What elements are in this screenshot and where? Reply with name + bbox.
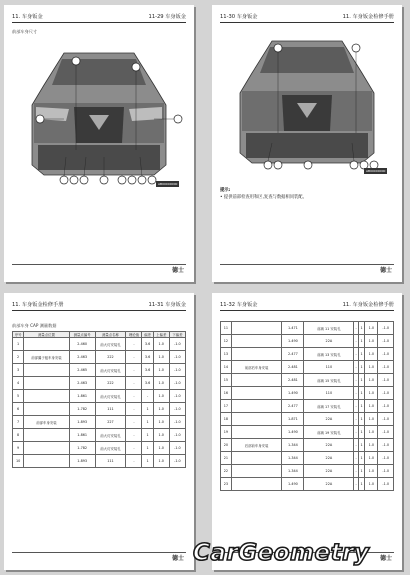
table-cell: 1-861 [69,429,95,442]
header-rule [220,22,394,23]
table-cell: 1-471 [282,322,304,335]
table-cell: 后部前车身安装 [231,439,281,452]
table-cell: -1.0 [169,377,185,390]
table-cell: -1.0 [378,439,394,452]
table-cell: 1 [358,374,364,387]
table-cell: 1.0 [365,478,378,491]
table-cell: 3.6 [142,338,153,351]
table-cell: - [354,335,359,348]
table-cell: -1.0 [169,403,185,416]
table-cell: 1 [142,416,153,429]
table-cell: 6 [13,403,24,416]
table-cell [24,442,69,455]
table-cell: 22A [304,478,354,491]
table-cell [24,403,69,416]
table-cell: 16 [221,387,232,400]
table-cell: 3 [13,364,24,377]
page-header-left: 11. 车身钣金检修手册 [12,302,64,308]
header-rule [220,310,394,311]
table-row [221,361,394,374]
table-cell: 19 [221,426,232,439]
manual-page-1 [4,5,194,282]
table-cell: 1 [358,478,364,491]
table-cell: -1.0 [378,374,394,387]
table-row [221,465,394,478]
table-row [221,426,394,439]
table-cell: 前部车身安装 [24,416,69,429]
table-cell [231,413,281,426]
table-cell: 1.0 [365,335,378,348]
table-cell: 前减 17 安装孔 [304,400,354,413]
table-cell: 前减 15 安装孔 [304,374,354,387]
table-cell: 前部后车身安装 [231,361,281,374]
table-cell: -1.0 [169,390,185,403]
table-cell: 1.0 [365,322,378,335]
table-cell: 21 [221,452,232,465]
table-cell: 3.6 [142,351,153,364]
table-cell: 2-463 [69,377,95,390]
table-cell: 1.0 [153,442,169,455]
table-row [13,390,186,403]
col-header: 偏差 [142,332,153,338]
table-row [221,452,394,465]
table-row [13,377,186,390]
col-header: 上偏差 [153,332,169,338]
table-cell: 1-490 [282,478,304,491]
table-cell: 22A [304,413,354,426]
table-cell: 17 [221,400,232,413]
table-cell: 1.0 [153,403,169,416]
page-header-right: 11. 车身钣金检修手册 [342,302,394,308]
table-row [221,335,394,348]
table-cell: 9 [13,442,24,455]
table-cell: 1-871 [282,413,304,426]
table-cell: 1 [358,335,364,348]
table-cell [24,455,69,468]
table-row [221,478,394,491]
table-cell: - [354,465,359,478]
table-cell: 23 [221,478,232,491]
table-cell [24,390,69,403]
table-row [221,348,394,361]
table-cell: 11 [221,322,232,335]
table-cell: 1 [142,442,153,455]
brand-mark: 德士 [379,555,392,562]
table-cell: 1 [142,403,153,416]
table-cell: 1 [358,387,364,400]
table-cell: -1.0 [169,429,185,442]
table-cell: 1-344 [282,465,304,478]
table-cell: - [126,390,142,403]
table-cell: 2 [13,351,24,364]
col-header: 测量点名称 [95,332,126,338]
table-cell: -1.0 [378,413,394,426]
table-cell: -1.0 [169,338,185,351]
car-front-diagram [14,45,184,190]
table-cell: -1.0 [378,478,394,491]
header-rule [12,22,186,23]
table-cell: 前减 11 安装孔 [304,322,354,335]
table-cell: -1.0 [378,348,394,361]
page-header-left: 11-32 车身钣金 [220,302,258,308]
table-cell: - [354,387,359,400]
table-cell: 1.0 [365,465,378,478]
table-cell: - [354,439,359,452]
table-cell: 前大灯安装孔 [95,429,126,442]
table-cell: 1.0 [365,439,378,452]
table-cell: 2-465 [69,364,95,377]
footer-rule [12,552,186,553]
section-title: 前部车身 CAP 测量数据 [12,323,57,328]
table-cell [24,364,69,377]
table-cell: 1.0 [365,348,378,361]
table-cell: 111 [95,403,126,416]
table-cell: -1.0 [169,351,185,364]
table-cell: - [354,361,359,374]
table-cell: 1.0 [153,351,169,364]
col-header: 测量点位置 [24,332,69,338]
table-cell: -1.0 [378,465,394,478]
manual-page-2 [212,5,402,282]
table-cell: -1.0 [378,452,394,465]
table-cell: - [354,400,359,413]
table-row [221,374,394,387]
table-cell: 1.0 [153,455,169,468]
table-cell: 22A [304,465,354,478]
table-cell: 1-782 [69,442,95,455]
figure-code: AB00000000 [158,182,178,186]
table-row [13,351,186,364]
watermark-text: CarGeometry [193,540,370,566]
page-header-left: 11-30 车身钣金 [220,14,258,20]
table-cell: 1 [358,400,364,413]
section-title: 前部车身尺寸 [12,29,38,34]
table-cell: 3.6 [142,364,153,377]
table-cell [231,400,281,413]
table-cell: - [354,413,359,426]
note-text: • 提供前部检查用和区,复查与数据相同装配。 [220,195,307,200]
table-cell: -1.0 [169,364,185,377]
table-cell: - [126,364,142,377]
table-cell: 2-463 [69,351,95,364]
table-cell: 227 [95,416,126,429]
table-cell [231,335,281,348]
table-cell: 1-490 [282,335,304,348]
table-cell: 1-490 [282,426,304,439]
table-cell: 18 [221,413,232,426]
table-cell: 前减 19 安装孔 [304,426,354,439]
table-row [13,403,186,416]
table-cell: - [142,390,153,403]
table-cell: 1.0 [365,426,378,439]
page-header-left: 11. 车身钣金 [12,14,43,20]
table-cell: 前大灯安装孔 [95,442,126,455]
table-cell: 1.0 [153,377,169,390]
table-cell: 111 [95,455,126,468]
table-cell: -1.0 [378,387,394,400]
table-cell: 222 [95,351,126,364]
table-cell: 前大灯安装孔 [95,364,126,377]
table-cell: 1-782 [69,403,95,416]
table-cell: -1.0 [169,455,185,468]
table-cell: 22 [221,465,232,478]
table-cell: 前大灯安装孔 [95,390,126,403]
figure-code: AB00000000 [366,169,386,173]
table-cell: 2-460 [69,338,95,351]
table-cell: - [354,348,359,361]
table-cell: -1.0 [378,361,394,374]
table-cell: 222 [95,377,126,390]
table-cell: 2-481 [282,374,304,387]
table-cell: - [126,351,142,364]
table-cell: 4 [13,377,24,390]
table-row [13,416,186,429]
table-cell: - [126,429,142,442]
table-cell: 1.0 [153,338,169,351]
table-cell [231,478,281,491]
table-cell [24,338,69,351]
table-cell: 1-861 [69,390,95,403]
car-front-diagram [222,33,392,178]
table-cell: - [354,322,359,335]
table-cell: 5 [13,390,24,403]
brand-mark: 德士 [171,555,184,562]
table-cell [231,465,281,478]
col-header: 测量点编号 [69,332,95,338]
table-cell [231,374,281,387]
table-cell: 2-477 [282,348,304,361]
table-cell: 1 [358,439,364,452]
manual-page-3 [4,293,194,570]
table-cell: 1 [358,413,364,426]
table-cell [24,429,69,442]
table-cell: 1.0 [365,400,378,413]
table-cell: 1 [142,429,153,442]
table-cell: -1.0 [378,322,394,335]
table-row [13,429,186,442]
table-row [221,413,394,426]
table-cell: 前大灯安装孔 [95,338,126,351]
table-cell: 1.0 [153,390,169,403]
table-cell: 1 [358,465,364,478]
table-cell: 1.0 [365,374,378,387]
table-cell: 15 [221,374,232,387]
table-cell [231,322,281,335]
table-cell: -1.0 [378,400,394,413]
table-row [221,400,394,413]
table-cell: 前部翼子板车身安装 [24,351,69,364]
table-cell: 1.0 [153,429,169,442]
table-cell: - [126,455,142,468]
table-row [13,442,186,455]
table-cell: 2-477 [282,400,304,413]
header-rule [12,310,186,311]
table-row [221,387,394,400]
page-header-right: 11. 车身钣金检修手册 [342,14,394,20]
table-cell: 1.0 [365,387,378,400]
table-cell: 1-344 [282,452,304,465]
table-cell: -1.0 [169,416,185,429]
table-row [13,338,186,351]
table-cell: - [354,426,359,439]
table-cell [231,426,281,439]
table-cell: -1.0 [378,335,394,348]
table-cell: - [126,416,142,429]
table-cell: 8 [13,429,24,442]
table-cell: 22A [304,439,354,452]
table-cell: - [354,478,359,491]
table-cell: 1.0 [365,361,378,374]
table-cell: 1 [358,348,364,361]
table-cell [231,348,281,361]
table-cell [24,377,69,390]
table-cell: 1.0 [153,364,169,377]
footer-rule [220,264,394,265]
table-cell: 22A [304,335,354,348]
note-title: 提示: [220,188,231,193]
table-cell: - [354,374,359,387]
table-cell: 13 [221,348,232,361]
measurement-table [220,321,394,491]
col-header: 下偏差 [169,332,185,338]
brand-mark: 德士 [171,267,184,274]
table-cell: 1 [358,322,364,335]
table-cell: 14 [221,361,232,374]
col-header: 序号 [13,332,24,338]
brand-mark: 德士 [379,267,392,274]
table-cell: - [354,452,359,465]
table-cell: 1-490 [282,387,304,400]
table-cell: - [126,377,142,390]
table-cell: 1.0 [365,413,378,426]
table-cell: 1-344 [282,439,304,452]
footer-rule [12,264,186,265]
measurement-table [12,331,186,468]
page-header-right: 11-29 车身钣金 [148,14,186,20]
table-cell: 110 [304,387,354,400]
table-row [13,455,186,468]
table-cell: - [126,442,142,455]
table-cell: 1 [358,361,364,374]
table-row [13,364,186,377]
table-cell: -1.0 [169,442,185,455]
table-cell: -1.0 [378,426,394,439]
table-cell: 3.6 [142,377,153,390]
manual-page-4 [212,293,402,570]
table-cell: 1 [358,452,364,465]
table-cell [231,452,281,465]
table-cell: 22A [304,452,354,465]
table-cell: 110 [304,361,354,374]
table-cell: 10 [13,455,24,468]
table-row [221,439,394,452]
table-cell: 1 [358,426,364,439]
table-cell: 1 [142,455,153,468]
table-cell: 1-893 [69,455,95,468]
table-cell: 20 [221,439,232,452]
table-cell: 7 [13,416,24,429]
table-cell: 12 [221,335,232,348]
page-header-right: 11-31 车身钣金 [148,302,186,308]
table-row [221,322,394,335]
table-cell: 1.0 [365,452,378,465]
table-cell: - [126,403,142,416]
table-cell: 1.0 [153,416,169,429]
table-cell [231,387,281,400]
watermark-logo [193,540,403,570]
table-cell: 1 [13,338,24,351]
table-cell: 1-893 [69,416,95,429]
table-cell: 2-481 [282,361,304,374]
table-cell: - [126,338,142,351]
table-cell: 前减 13 安装孔 [304,348,354,361]
col-header: 理论值 [126,332,142,338]
